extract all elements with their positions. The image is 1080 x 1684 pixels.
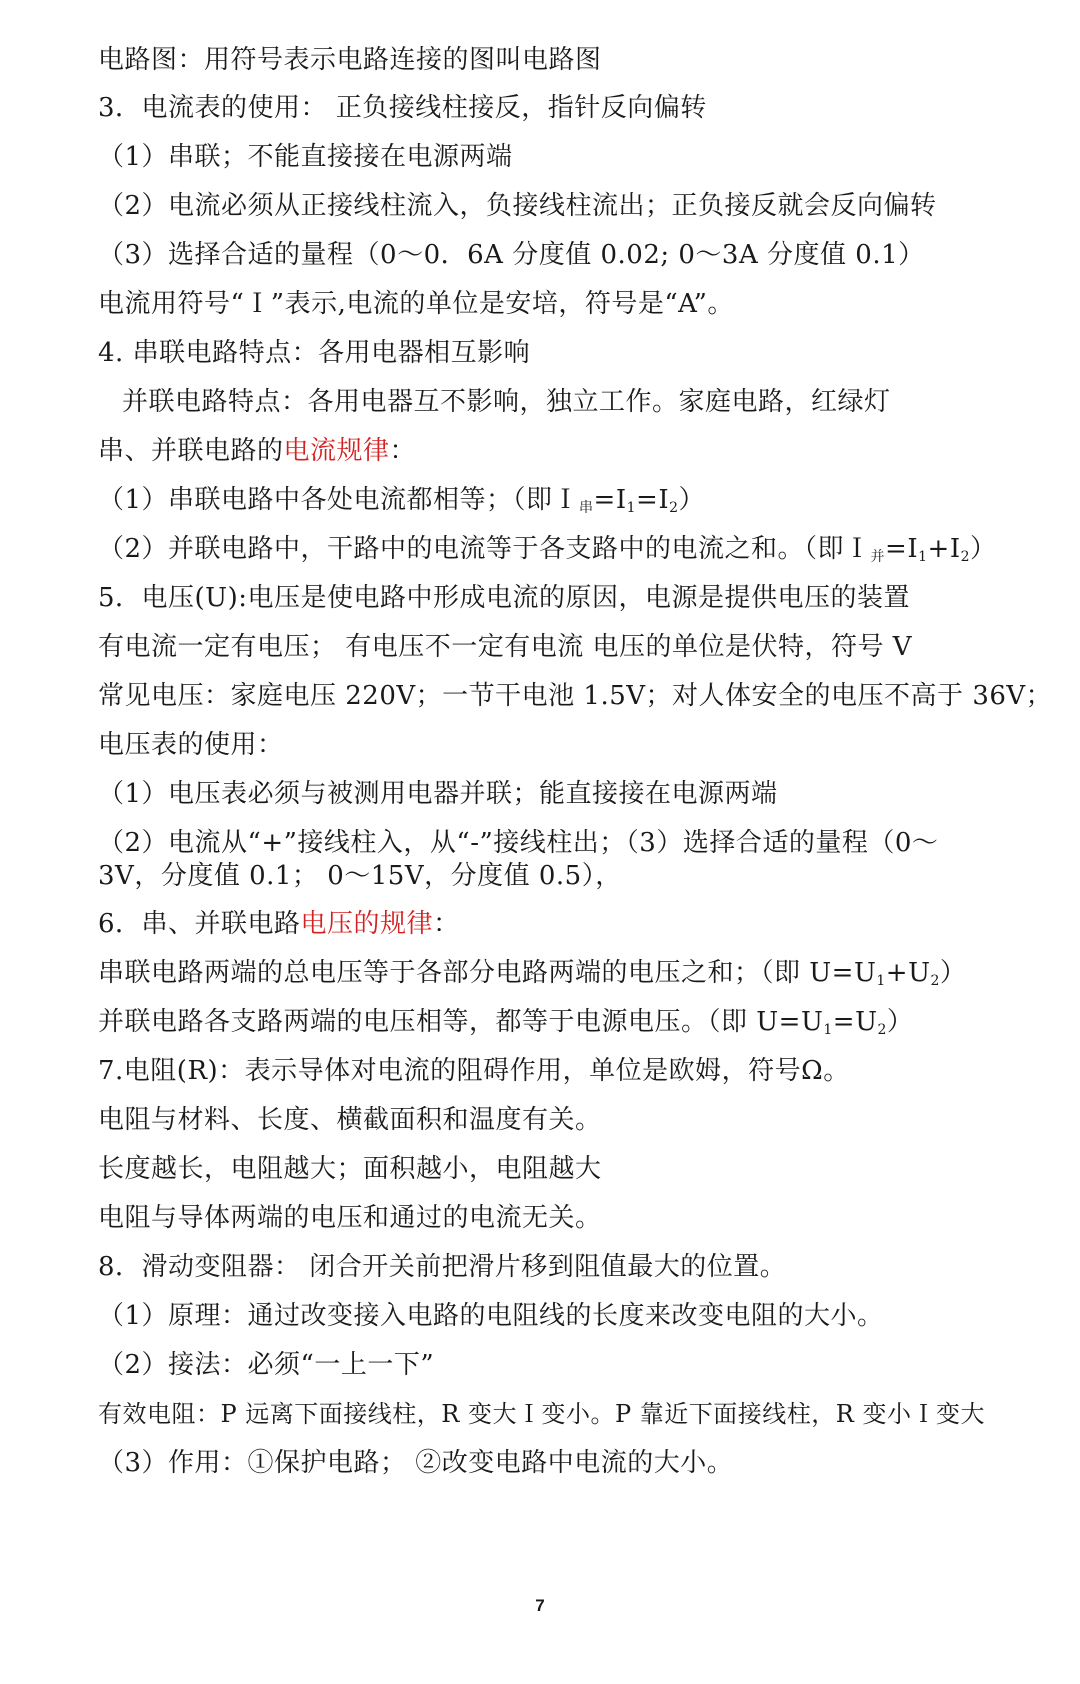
line-resistance-independent: 电阻与导体两端的电压和通过的电流无关。 [98,1203,602,1233]
formula-text: 并联电路各支路两端的电压相等，都等于电源电压。（即 U=U [98,1007,824,1037]
line-resistance-factors: 电阻与材料、长度、横截面积和温度有关。 [98,1105,602,1135]
page-number: 7 [535,1596,545,1615]
formula-part: =I [593,485,627,515]
line-parallel-current-law [98,531,997,567]
line-rheostat-principle: （1）原理：通过改变接入电路的电阻线的长度来改变电阻的大小。 [98,1301,884,1331]
subscript-1: 1 [823,1022,833,1038]
subscript-2: 2 [877,1022,887,1038]
highlight-current-law: 电流规律 [283,436,390,466]
formula-close: ） [939,958,967,988]
line-effective-resistance: 有效电阻：P 远离下面接线柱，R 变大Ｉ变小。P 靠近下面接线柱，R 变小Ｉ变大 [98,1400,985,1428]
line-voltmeter-usage: 电压表的使用： [98,730,284,760]
line-common-voltages: 常见电压：家庭电压 220V；一节干电池 1.5V；对人体安全的电压不高于 36V； [98,681,1053,711]
subscript-series: 串 [579,500,594,516]
heading-colon: ： [433,909,460,939]
heading-colon: ： [389,436,417,466]
subscript-2: 2 [960,549,971,565]
formula-part: =I [636,485,670,515]
line-series-feature: 4. 串联电路特点：各用电器相互影响 [98,338,531,368]
line-voltmeter-rule-2: （2）电流从“+”接线柱入，从“-”接线柱出；（3）选择合适的量程（0～ [98,828,939,858]
line-rheostat: 8．滑动变阻器： 闭合开关前把滑片移到阻值最大的位置。 [98,1252,787,1282]
subscript-1: 1 [626,500,637,516]
subscript-1: 1 [918,549,928,565]
heading-text: 串、并联电路的 [98,436,284,466]
formula-part: +I [927,534,961,564]
line-ammeter-rule-2: （2）电流必须从正接线柱流入，负接线柱流出；正负接反就会反向偏转 [98,191,937,221]
line-current-symbol: 电流用符号“Ｉ”表示,电流的单位是安培，符号是“A”。 [98,289,734,319]
subscript-2: 2 [669,500,679,516]
line-voltmeter-rule-1: （1）电压表必须与被测用电器并联；能直接接在电源两端 [98,779,778,809]
line-voltage-current-relation: 有电流一定有电压； 有电压不一定有电流 电压的单位是伏特，符号 V [98,632,913,662]
line-resistance-definition: 7.电阻(R)：表示导体对电流的阻碍作用，单位是欧姆，符号Ω。 [98,1056,850,1086]
line-voltage-definition: 5．电压(U):电压是使电路中形成电流的原因，电源是提供电压的装置 [98,583,911,613]
formula-part: +U [885,958,931,988]
line-parallel-voltage-law [98,1004,913,1040]
subscript-parallel: 并 [870,549,886,565]
highlight-voltage-law: 电压的规律 [300,909,434,939]
line-rheostat-function: （3）作用：①保护电路； ②改变电路中电流的大小。 [98,1448,734,1478]
line-series-voltage-law [98,955,966,991]
line-ammeter-usage: 3．电流表的使用： 正负接线柱接反，指针反向偏转 [98,93,707,123]
line-voltmeter-rule-2-cont: 3V，分度值 0.1； 0～15V，分度值 0.5）， [98,861,622,891]
line-ammeter-rule-3: （3）选择合适的量程（0～0．6A 分度值 0.02; 0～3A 分度值 0.1） [98,240,925,270]
formula-text: （1）串联电路中各处电流都相等；（即Ｉ [98,485,580,515]
subscript-1: 1 [876,973,886,989]
line-voltage-law-heading [98,906,460,942]
formula-part: =I [885,534,919,564]
line-rheostat-connection: （2）接法：必须“一上一下” [98,1350,435,1380]
line-ammeter-rule-1: （1）串联；不能直接接在电源两端 [98,142,513,172]
line-length-area: 长度越长，电阻越大；面积越小，电阻越大 [98,1154,602,1184]
line-circuit-diagram: 电路图：用符号表示电路连接的图叫电路图 [98,45,602,75]
line-current-law-heading [98,433,416,469]
formula-text: 串联电路两端的总电压等于各部分电路两端的电压之和；（即 U=U [98,958,877,988]
formula-close: ） [678,485,706,515]
line-parallel-feature: 并联电路特点：各用电器互不影响，独立工作。家庭电路，红绿灯 [122,387,891,417]
line-series-current-law [98,482,705,518]
subscript-2: 2 [930,973,940,989]
formula-text: （2）并联电路中，干路中的电流等于各支路中的电流之和。（即Ｉ [98,534,871,564]
heading-text: 6．串、并联电路 [98,909,301,939]
formula-close: ） [886,1007,914,1037]
formula-part: =U [832,1007,878,1037]
formula-close: ） [970,534,997,564]
